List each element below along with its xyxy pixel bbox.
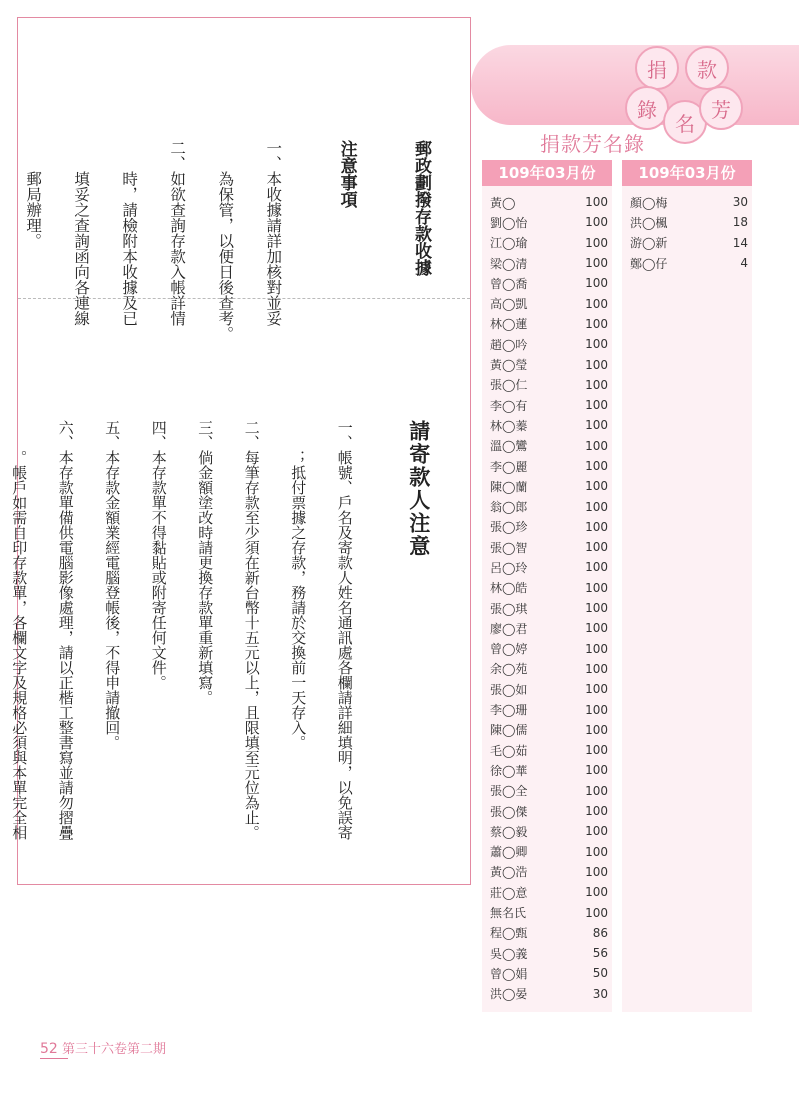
page-title: 捐款芳名錄 bbox=[540, 132, 645, 156]
donor-row bbox=[482, 943, 612, 963]
donor-name: 張◯仁 bbox=[490, 378, 528, 393]
donor-name: 洪◯晏 bbox=[490, 987, 528, 1002]
donation-amount: 30 bbox=[592, 986, 608, 1001]
donor-name: 梁◯清 bbox=[490, 256, 528, 271]
donor-row bbox=[482, 375, 612, 395]
donor-name: 林◯蓮 bbox=[490, 317, 528, 332]
donation-amount: 100 bbox=[585, 276, 608, 291]
donation-amount: 100 bbox=[585, 702, 608, 717]
donor-list bbox=[482, 186, 612, 1004]
depositor-item: 四、本存款單不得黏貼或附寄任何文件。 bbox=[149, 420, 168, 690]
column-heading: 109年03月份 bbox=[622, 160, 752, 186]
donor-name: 曾◯喬 bbox=[490, 276, 528, 291]
donor-name: 黃◯浩 bbox=[490, 865, 528, 880]
donation-amount: 100 bbox=[585, 377, 608, 392]
donor-row bbox=[482, 781, 612, 801]
donor-row bbox=[482, 882, 612, 902]
donation-amount: 100 bbox=[585, 398, 608, 413]
donation-amount: 100 bbox=[585, 621, 608, 636]
donor-name: 張◯傑 bbox=[490, 804, 528, 819]
donor-name: 程◯甄 bbox=[490, 926, 528, 941]
donation-amount: 100 bbox=[585, 885, 608, 900]
receipt-subtitle: 注意事項 bbox=[336, 140, 357, 208]
depositor-item: 二、每筆存款至少須在新台幣十五元以上，且限填至元位為止。 bbox=[242, 420, 261, 840]
donor-name: 劉◯怡 bbox=[490, 215, 528, 230]
donor-row bbox=[622, 253, 752, 273]
donation-amount: 100 bbox=[585, 256, 608, 271]
donor-name: 張◯如 bbox=[490, 682, 528, 697]
donor-name: 莊◯意 bbox=[490, 885, 528, 900]
donation-amount: 18 bbox=[732, 215, 748, 230]
donor-name: 吳◯義 bbox=[490, 946, 528, 961]
donor-row bbox=[482, 517, 612, 537]
donor-row bbox=[482, 253, 612, 273]
donation-amount: 100 bbox=[585, 438, 608, 453]
donation-amount: 100 bbox=[585, 864, 608, 879]
donor-list bbox=[622, 186, 752, 273]
donation-amount: 100 bbox=[585, 580, 608, 595]
donor-name: 蔡◯毅 bbox=[490, 824, 528, 839]
donor-row bbox=[482, 984, 612, 1004]
donor-name: 陳◯蘭 bbox=[490, 479, 528, 494]
column-heading: 109年03月份 bbox=[482, 160, 612, 186]
donor-name: 洪◯楓 bbox=[630, 215, 668, 230]
donor-name: 張◯全 bbox=[490, 784, 528, 799]
donor-name: 趙◯吟 bbox=[490, 337, 528, 352]
donor-name: 江◯瑜 bbox=[490, 236, 528, 251]
depositor-item: 三、倘金額塗改時請更換存款單重新填寫。 bbox=[196, 420, 215, 705]
depositor-notes bbox=[0, 348, 458, 868]
donor-row bbox=[482, 436, 612, 456]
donation-amount: 100 bbox=[585, 337, 608, 352]
donor-name: 李◯珊 bbox=[490, 703, 528, 718]
donor-name: 林◯蓁 bbox=[490, 418, 528, 433]
donor-name: 顏◯梅 bbox=[630, 195, 668, 210]
donation-amount: 14 bbox=[732, 235, 748, 250]
donor-row bbox=[482, 354, 612, 374]
donation-amount: 100 bbox=[585, 783, 608, 798]
donor-name: 溫◯鸞 bbox=[490, 439, 528, 454]
donor-row bbox=[622, 212, 752, 232]
donor-name: 高◯凱 bbox=[490, 297, 528, 312]
donor-row bbox=[482, 801, 612, 821]
donor-name: 鄭◯仔 bbox=[630, 256, 668, 271]
donation-amount: 100 bbox=[585, 743, 608, 758]
donor-row bbox=[482, 659, 612, 679]
donation-amount: 30 bbox=[732, 195, 748, 210]
donor-row bbox=[482, 273, 612, 293]
dashed-divider bbox=[18, 298, 470, 299]
donor-name: 李◯有 bbox=[490, 398, 528, 413]
donation-amount: 100 bbox=[585, 763, 608, 778]
donation-amount: 100 bbox=[585, 682, 608, 697]
donation-amount: 100 bbox=[585, 905, 608, 920]
donor-row bbox=[482, 699, 612, 719]
donation-amount: 100 bbox=[585, 479, 608, 494]
donation-amount: 100 bbox=[585, 540, 608, 555]
donor-row bbox=[482, 842, 612, 862]
donor-name: 游◯新 bbox=[630, 236, 668, 251]
donation-amount: 100 bbox=[585, 195, 608, 210]
flower-petal: 捐 bbox=[635, 46, 679, 90]
donation-amount: 100 bbox=[585, 601, 608, 616]
footer-rule bbox=[40, 1058, 68, 1059]
donor-name: 毛◯茹 bbox=[490, 743, 528, 758]
donor-row bbox=[482, 578, 612, 598]
donation-amount: 100 bbox=[585, 560, 608, 575]
donor-row bbox=[482, 415, 612, 435]
donor-row bbox=[482, 314, 612, 334]
donor-name: 呂◯玲 bbox=[490, 560, 528, 575]
donor-row bbox=[482, 334, 612, 354]
depositor-item: 五、本存款金額業經電腦登帳後，不得申請撤回。 bbox=[103, 420, 122, 750]
donation-amount: 100 bbox=[585, 418, 608, 433]
flower-petal: 款 bbox=[685, 46, 729, 90]
depositor-item: 。帳戶如需自印存款單，各欄文字及規格必須與本單完全相 bbox=[10, 420, 29, 840]
donor-row bbox=[482, 740, 612, 760]
donor-name: 無名氏 bbox=[490, 906, 527, 921]
donor-name: 黃◯ bbox=[490, 195, 516, 210]
donor-column-left bbox=[482, 160, 612, 1012]
donation-amount: 50 bbox=[592, 966, 608, 981]
donor-column-right bbox=[622, 160, 752, 1012]
donation-amount: 4 bbox=[740, 256, 748, 271]
donor-name: 張◯智 bbox=[490, 540, 528, 555]
receipt-item: 一、本收據請詳加核對並妥 bbox=[264, 140, 283, 326]
donation-amount: 100 bbox=[585, 499, 608, 514]
donor-row bbox=[482, 293, 612, 313]
donor-row bbox=[482, 233, 612, 253]
donation-amount: 100 bbox=[585, 357, 608, 372]
donation-amount: 100 bbox=[585, 804, 608, 819]
donor-row bbox=[482, 963, 612, 983]
remittance-form bbox=[10, 17, 471, 885]
donor-row bbox=[482, 456, 612, 476]
donor-row bbox=[482, 862, 612, 882]
donation-amount: 100 bbox=[585, 641, 608, 656]
page-number: 52 bbox=[40, 1041, 58, 1057]
donor-name: 黃◯瑩 bbox=[490, 358, 528, 373]
donation-amount: 100 bbox=[585, 661, 608, 676]
donor-name: 曾◯婷 bbox=[490, 642, 528, 657]
donor-name: 徐◯華 bbox=[490, 763, 528, 778]
donation-amount: 100 bbox=[585, 215, 608, 230]
donation-amount: 100 bbox=[585, 235, 608, 250]
donor-row bbox=[482, 720, 612, 740]
flower-petal: 名 bbox=[663, 100, 707, 144]
receipt-title: 郵政劃撥存款收據 bbox=[410, 140, 431, 276]
donor-name: 曾◯娟 bbox=[490, 966, 528, 981]
depositor-item: 六、本存款單備供電腦影像處理，請以正楷工整書寫並請勿摺疊 bbox=[56, 420, 75, 840]
donor-row bbox=[622, 192, 752, 212]
donor-row bbox=[482, 760, 612, 780]
receipt-item: 時，請檢附本收據及已 bbox=[120, 140, 139, 326]
donor-row bbox=[482, 821, 612, 841]
donor-row bbox=[482, 192, 612, 212]
donor-name: 陳◯儒 bbox=[490, 723, 528, 738]
depositor-item: ；抵付票據之存款，務請於交換前一天存入。 bbox=[289, 420, 308, 750]
donor-row bbox=[482, 557, 612, 577]
donor-row bbox=[482, 212, 612, 232]
donation-amount: 100 bbox=[585, 722, 608, 737]
donor-name: 李◯麗 bbox=[490, 459, 528, 474]
donation-amount: 100 bbox=[585, 459, 608, 473]
donation-amount: 100 bbox=[585, 296, 608, 311]
donation-amount: 100 bbox=[585, 519, 608, 534]
donation-amount: 86 bbox=[592, 925, 608, 940]
issue-label: 第三十六卷第二期 bbox=[61, 1042, 166, 1057]
donation-amount: 100 bbox=[585, 316, 608, 331]
depositor-notes-title: 請寄款人注意 bbox=[406, 420, 432, 558]
donor-row bbox=[482, 476, 612, 496]
donor-row bbox=[482, 639, 612, 659]
donor-name: 林◯皓 bbox=[490, 581, 528, 596]
donor-name: 蕭◯卿 bbox=[490, 845, 528, 860]
page-footer bbox=[40, 1038, 166, 1057]
donation-amount: 100 bbox=[585, 844, 608, 859]
donor-row bbox=[482, 598, 612, 618]
donor-row bbox=[482, 395, 612, 415]
donor-row bbox=[482, 537, 612, 557]
donation-amount: 100 bbox=[585, 824, 608, 839]
donor-name: 翁◯郎 bbox=[490, 500, 528, 515]
donor-name: 廖◯君 bbox=[490, 621, 528, 636]
donor-row bbox=[482, 902, 612, 922]
donor-row bbox=[482, 618, 612, 638]
donor-row bbox=[482, 679, 612, 699]
depositor-item: 一、帳號、戶名及寄款人姓名通訊處各欄請詳細填明，以免誤寄 bbox=[335, 420, 354, 840]
donor-name: 余◯苑 bbox=[490, 662, 528, 677]
receipt-item: 填妥之查詢函向各連線 bbox=[72, 140, 91, 326]
receipt-item: 為保管，以便日後查考。 bbox=[216, 140, 235, 342]
donation-amount: 56 bbox=[592, 946, 608, 961]
donor-row bbox=[482, 496, 612, 516]
receipt-notes bbox=[0, 68, 458, 342]
donor-name: 張◯珍 bbox=[490, 520, 528, 535]
receipt-item: 二、如欲查詢存款入帳詳情 bbox=[168, 140, 187, 326]
donor-row bbox=[622, 233, 752, 253]
donor-row bbox=[482, 923, 612, 943]
flower-petal: 錄 bbox=[625, 86, 669, 130]
flower-petal: 芳 bbox=[699, 86, 743, 130]
donor-name: 張◯琪 bbox=[490, 601, 528, 616]
receipt-item: 郵局辦理。 bbox=[24, 140, 43, 249]
